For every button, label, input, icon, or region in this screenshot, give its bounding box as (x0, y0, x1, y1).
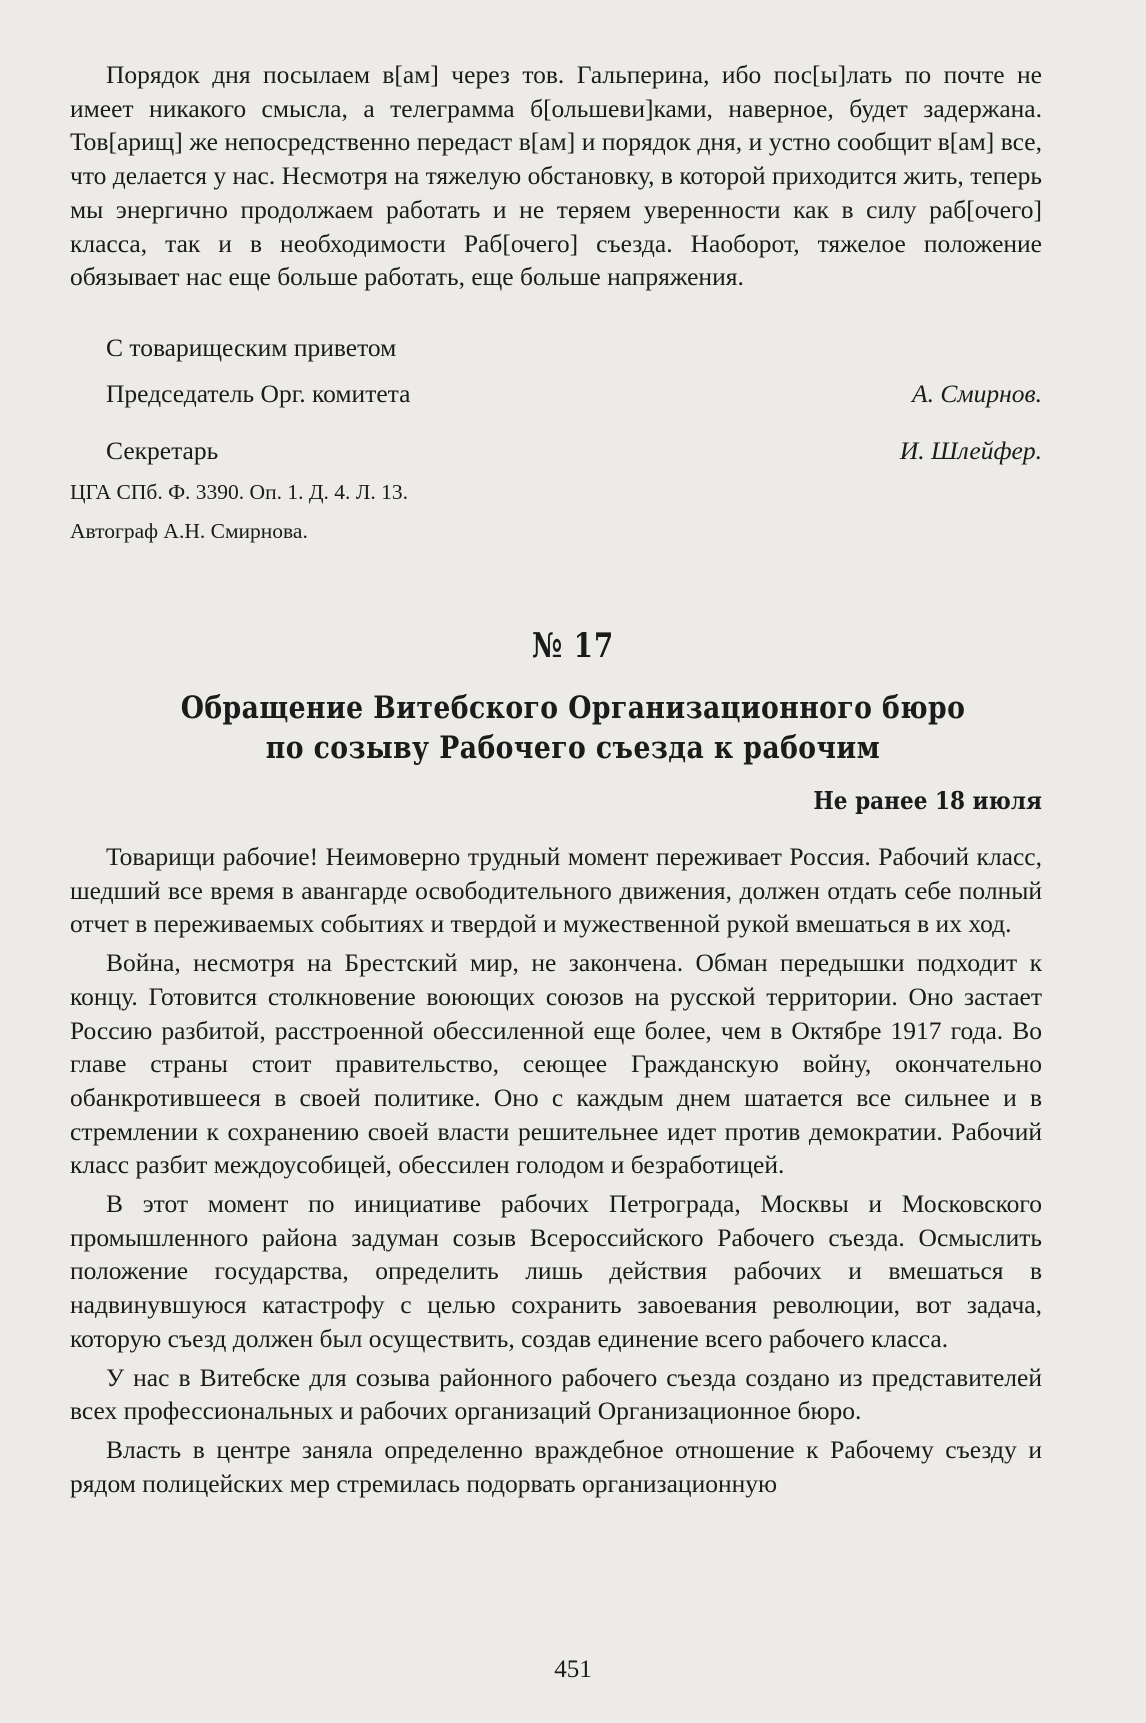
intro-text (70, 58, 1042, 294)
secretary-role: Секретарь (106, 436, 219, 465)
archive-reference: ЦГА СПб. Ф. 3390. Оп. 1. Д. 4. Л. 13. (70, 480, 408, 504)
chair-role: Председатель Орг. комитета (106, 379, 411, 408)
document-body (70, 840, 1042, 1505)
closing-greeting: С товарищеским приветом (106, 333, 397, 362)
body-paragraph: Война, несмотря на Брестский мир, не закончена. Обман передышки подходит к концу. Готовится столкновение воюющих союзов на русской территории. Оно застает Россию разбитой, расстроенной обессиленной еще более, чем в Октябре 1917 года. Во главе страны стоит правительство, сеющее Гражданскую войну, окончательно обанкротившееся в своей политике. Оно с каждым днем шатается все сильнее и в стремлении к сохранению своей власти решительнее идет против демократии. Рабочий класс разбит междоусобицей, обессилен голодом и безработицей. (70, 948, 1042, 1180)
title-line-1: Обращение Витебского Организационного бюро (180, 690, 966, 726)
intro-paragraph: Порядок дня посылаем в[ам] через тов. Гальперина, ибо пос[ы]лать по почте не имеет никакого смысла, а телеграмма б[ольшеви]ками, наверное, будет задержана. Тов[арищ] же непосредственно передаст в[ам] и порядок дня, и устно сообщит в[ам] все, что делается у нас. Несмотря на тяжелую обстановку, в которой приходится жить, теперь мы энергично продолжаем работать и не теряем уверенности как в силу раб[очего] класса, так и в необходимости Раб[очего] съезда. Наоборот, тяжелое положение обязывает нас еще больше работать, еще больше напряжения. (70, 60, 1042, 292)
page-number: 451 (554, 1656, 592, 1683)
chair-name: А. Смирнов. (912, 379, 1042, 408)
secretary-name: И. Шлейфер. (899, 436, 1042, 465)
body-paragraph: У нас в Витебске для созыва районного рабочего съезда создано из представителей всех профессиональных и рабочих организаций Организационное бюро. (70, 1362, 1042, 1426)
body-paragraph: В этот момент по инициативе рабочих Петрограда, Москвы и Московского промышленного района задуман созыв Всероссийского Рабочего съезда. Осмыслить положение государства, определить лишь действия рабочих и вмешаться в надвинувшуюся катастрофу с целью сохранить завоевания революции, вот задача, которую съезд должен был осуществить, создав единение всего рабочего класса. (70, 1189, 1042, 1353)
autograph-note: Автограф А.Н. Смирнова. (70, 519, 308, 543)
document-date: Не ранее 18 июля (813, 786, 1042, 815)
document-number: № 17 (531, 626, 615, 666)
body-paragraph: Товарищи рабочие! Неимоверно трудный момент переживает Россия. Рабочий класс, шедший все время в авангарде освободительного движения, должен отдать себе полный отчет в переживаемых событиях и твердой и мужественной рукой вмешаться в их ход. (70, 842, 1042, 939)
document-title (80, 688, 1066, 768)
title-line-2: по созыву Рабочего съезда к рабочим (265, 730, 881, 766)
body-paragraph: Власть в центре заняла определенно враждебное отношение к Рабочему съезду и рядом полицейских мер стремилась подорвать организационную (70, 1434, 1042, 1498)
